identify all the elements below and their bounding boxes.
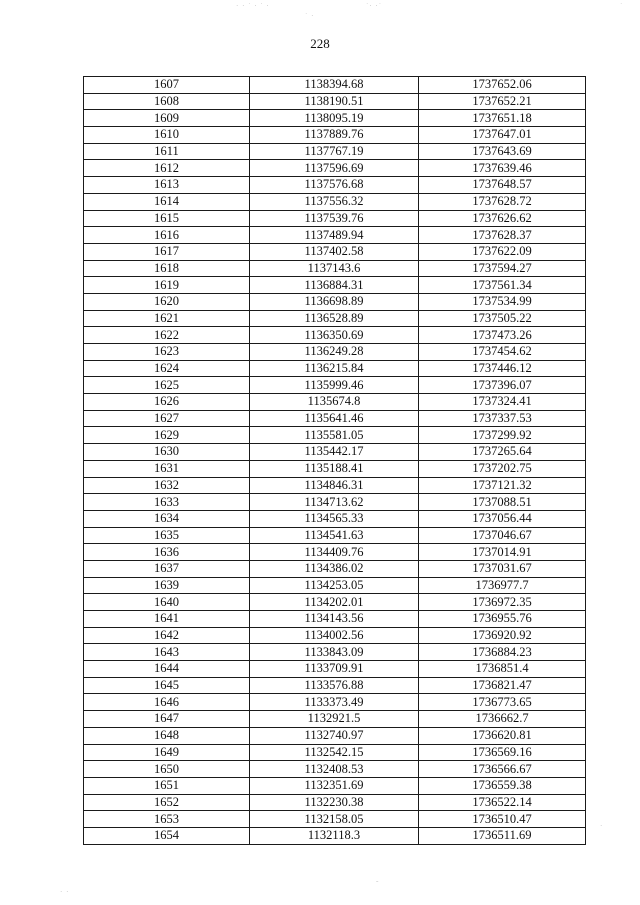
x-coordinate-cell: 1133843.09 [250,644,419,661]
table-row [84,177,586,194]
table-row [84,277,586,294]
point-number-cell: 1610 [84,127,250,144]
table-row [84,811,586,828]
point-number-cell: 1650 [84,761,250,778]
point-number-cell: 1639 [84,577,250,594]
scan-artifact: ˜ [376,880,380,888]
x-coordinate-cell: 1134409.76 [250,544,419,561]
x-coordinate-cell: 1136350.69 [250,327,419,344]
y-coordinate-cell: 1737651.18 [419,110,586,127]
y-coordinate-cell: 1737639.46 [419,160,586,177]
y-coordinate-cell: 1736559.38 [419,777,586,794]
y-coordinate-cell: 1737652.06 [419,77,586,94]
y-coordinate-cell: 1736569.16 [419,744,586,761]
x-coordinate-cell: 1137402.58 [250,243,419,260]
y-coordinate-cell: 1736522.14 [419,794,586,811]
y-coordinate-cell: 1737031.67 [419,560,586,577]
table-row [84,394,586,411]
y-coordinate-cell: 1737202.75 [419,460,586,477]
table-row [84,611,586,628]
y-coordinate-cell: 1737652.21 [419,93,586,110]
point-number-cell: 1653 [84,811,250,828]
table-row [84,777,586,794]
y-coordinate-cell: 1737628.72 [419,193,586,210]
x-coordinate-cell: 1132740.97 [250,727,419,744]
point-number-cell: 1617 [84,243,250,260]
x-coordinate-cell: 1137556.32 [250,193,419,210]
y-coordinate-cell: 1737505.22 [419,310,586,327]
point-number-cell: 1633 [84,494,250,511]
scan-artifact: ˙ · [305,12,315,20]
y-coordinate-cell: 1737396.07 [419,377,586,394]
table-row [84,544,586,561]
y-coordinate-cell: 1737446.12 [419,360,586,377]
point-number-cell: 1611 [84,143,250,160]
point-number-cell: 1616 [84,227,250,244]
table-row [84,627,586,644]
table-row [84,494,586,511]
point-number-cell: 1648 [84,727,250,744]
point-number-cell: 1635 [84,527,250,544]
x-coordinate-cell: 1135188.41 [250,460,419,477]
x-coordinate-cell: 1132351.69 [250,777,419,794]
x-coordinate-cell: 1134541.63 [250,527,419,544]
y-coordinate-cell: 1737056.44 [419,510,586,527]
table-row [84,160,586,177]
y-coordinate-cell: 1737473.26 [419,327,586,344]
point-number-cell: 1645 [84,677,250,694]
y-coordinate-cell: 1737324.41 [419,394,586,411]
x-coordinate-cell: 1132158.05 [250,811,419,828]
y-coordinate-cell: 1737046.67 [419,527,586,544]
y-coordinate-cell: 1737643.69 [419,143,586,160]
y-coordinate-cell: 1737014.91 [419,544,586,561]
table-row [84,644,586,661]
scan-artifact: · · ˙ · ˙ · [236,2,270,10]
point-number-cell: 1654 [84,827,250,844]
y-coordinate-cell: 1737337.53 [419,410,586,427]
point-number-cell: 1646 [84,694,250,711]
y-coordinate-cell: 1736511.69 [419,827,586,844]
point-number-cell: 1643 [84,644,250,661]
x-coordinate-cell: 1136698.89 [250,293,419,310]
x-coordinate-cell: 1134565.33 [250,510,419,527]
x-coordinate-cell: 1137539.76 [250,210,419,227]
y-coordinate-cell: 1736510.47 [419,811,586,828]
table-row [84,77,586,94]
y-coordinate-cell: 1737454.62 [419,344,586,361]
point-number-cell: 1651 [84,777,250,794]
point-number-cell: 1629 [84,427,250,444]
y-coordinate-cell: 1737648.57 [419,177,586,194]
x-coordinate-cell: 1132408.53 [250,761,419,778]
table-row [84,794,586,811]
y-coordinate-cell: 1737647.01 [419,127,586,144]
y-coordinate-cell: 1736955.76 [419,611,586,628]
point-number-cell: 1612 [84,160,250,177]
x-coordinate-cell: 1132542.15 [250,744,419,761]
table-row [84,243,586,260]
y-coordinate-cell: 1736821.47 [419,677,586,694]
x-coordinate-cell: 1135674.8 [250,394,419,411]
y-coordinate-cell: 1736566.67 [419,761,586,778]
y-coordinate-cell: 1737265.64 [419,444,586,461]
point-number-cell: 1637 [84,560,250,577]
x-coordinate-cell: 1132921.5 [250,711,419,728]
x-coordinate-cell: 1134386.02 [250,560,419,577]
x-coordinate-cell: 1137889.76 [250,127,419,144]
point-number-cell: 1624 [84,360,250,377]
x-coordinate-cell: 1134143.56 [250,611,419,628]
x-coordinate-cell: 1133709.91 [250,661,419,678]
x-coordinate-cell: 1136528.89 [250,310,419,327]
x-coordinate-cell: 1133373.49 [250,694,419,711]
table-row [84,427,586,444]
y-coordinate-cell: 1736972.35 [419,594,586,611]
table-row [84,510,586,527]
point-number-cell: 1623 [84,344,250,361]
x-coordinate-cell: 1132118.3 [250,827,419,844]
table-row [84,744,586,761]
y-coordinate-cell: 1737088.51 [419,494,586,511]
point-number-cell: 1607 [84,77,250,94]
table-row [84,761,586,778]
x-coordinate-cell: 1135999.46 [250,377,419,394]
y-coordinate-cell: 1736773.65 [419,694,586,711]
x-coordinate-cell: 1134713.62 [250,494,419,511]
page-number: 228 [310,36,330,51]
y-coordinate-cell: 1736662.7 [419,711,586,728]
x-coordinate-cell: 1137596.69 [250,160,419,177]
table-row [84,93,586,110]
table-row [84,410,586,427]
x-coordinate-cell: 1138095.19 [250,110,419,127]
y-coordinate-cell: 1737622.09 [419,243,586,260]
table-row [84,327,586,344]
point-number-cell: 1614 [84,193,250,210]
point-number-cell: 1622 [84,327,250,344]
point-number-cell: 1615 [84,210,250,227]
y-coordinate-cell: 1736620.81 [419,727,586,744]
table-row [84,310,586,327]
x-coordinate-cell: 1138394.68 [250,77,419,94]
table-row [84,377,586,394]
point-number-cell: 1652 [84,794,250,811]
point-number-cell: 1647 [84,711,250,728]
point-number-cell: 1634 [84,510,250,527]
x-coordinate-cell: 1134253.05 [250,577,419,594]
table-row [84,527,586,544]
point-number-cell: 1631 [84,460,250,477]
point-number-cell: 1644 [84,661,250,678]
x-coordinate-cell: 1136884.31 [250,277,419,294]
point-number-cell: 1625 [84,377,250,394]
y-coordinate-cell: 1737534.99 [419,293,586,310]
x-coordinate-cell: 1133576.88 [250,677,419,694]
table-row [84,227,586,244]
point-number-cell: 1636 [84,544,250,561]
x-coordinate-cell: 1134846.31 [250,477,419,494]
table-row [84,694,586,711]
coordinate-table [83,76,586,845]
table-row [84,827,586,844]
point-number-cell: 1641 [84,611,250,628]
x-coordinate-cell: 1137576.68 [250,177,419,194]
point-number-cell: 1649 [84,744,250,761]
y-coordinate-cell: 1736920.92 [419,627,586,644]
y-coordinate-cell: 1737594.27 [419,260,586,277]
table-row [84,677,586,694]
table-row [84,444,586,461]
table-row [84,210,586,227]
table-row [84,594,586,611]
table-row [84,460,586,477]
x-coordinate-cell: 1135581.05 [250,427,419,444]
table-row [84,127,586,144]
scan-artifact: · [600,822,604,830]
y-coordinate-cell: 1736884.23 [419,644,586,661]
x-coordinate-cell: 1137767.19 [250,143,419,160]
scan-artifact: ˙· ·˙ [366,2,383,10]
point-number-cell: 1626 [84,394,250,411]
point-number-cell: 1620 [84,293,250,310]
x-coordinate-cell: 1137143.6 [250,260,419,277]
table-row [84,193,586,210]
table-row [84,661,586,678]
x-coordinate-cell: 1135641.46 [250,410,419,427]
table-row [84,110,586,127]
y-coordinate-cell: 1737626.62 [419,210,586,227]
point-number-cell: 1618 [84,260,250,277]
point-number-cell: 1640 [84,594,250,611]
scan-artifact: · · [60,888,70,896]
point-number-cell: 1621 [84,310,250,327]
table-row [84,143,586,160]
y-coordinate-cell: 1737299.92 [419,427,586,444]
table-row [84,260,586,277]
table-row [84,360,586,377]
point-number-cell: 1627 [84,410,250,427]
y-coordinate-cell: 1736977.7 [419,577,586,594]
scan-artifact: ˙ [620,2,624,10]
point-number-cell: 1642 [84,627,250,644]
y-coordinate-cell: 1737121.32 [419,477,586,494]
point-number-cell: 1613 [84,177,250,194]
point-number-cell: 1609 [84,110,250,127]
point-number-cell: 1630 [84,444,250,461]
point-number-cell: 1632 [84,477,250,494]
x-coordinate-cell: 1136249.28 [250,344,419,361]
x-coordinate-cell: 1136215.84 [250,360,419,377]
table-row [84,711,586,728]
coordinate-table-body [84,77,586,845]
x-coordinate-cell: 1134202.01 [250,594,419,611]
table-row [84,477,586,494]
x-coordinate-cell: 1137489.94 [250,227,419,244]
table-row [84,344,586,361]
table-row [84,577,586,594]
x-coordinate-cell: 1135442.17 [250,444,419,461]
y-coordinate-cell: 1737628.37 [419,227,586,244]
y-coordinate-cell: 1737561.34 [419,277,586,294]
table-row [84,560,586,577]
point-number-cell: 1619 [84,277,250,294]
x-coordinate-cell: 1134002.56 [250,627,419,644]
x-coordinate-cell: 1138190.51 [250,93,419,110]
point-number-cell: 1608 [84,93,250,110]
x-coordinate-cell: 1132230.38 [250,794,419,811]
y-coordinate-cell: 1736851.4 [419,661,586,678]
table-row [84,293,586,310]
table-row [84,727,586,744]
